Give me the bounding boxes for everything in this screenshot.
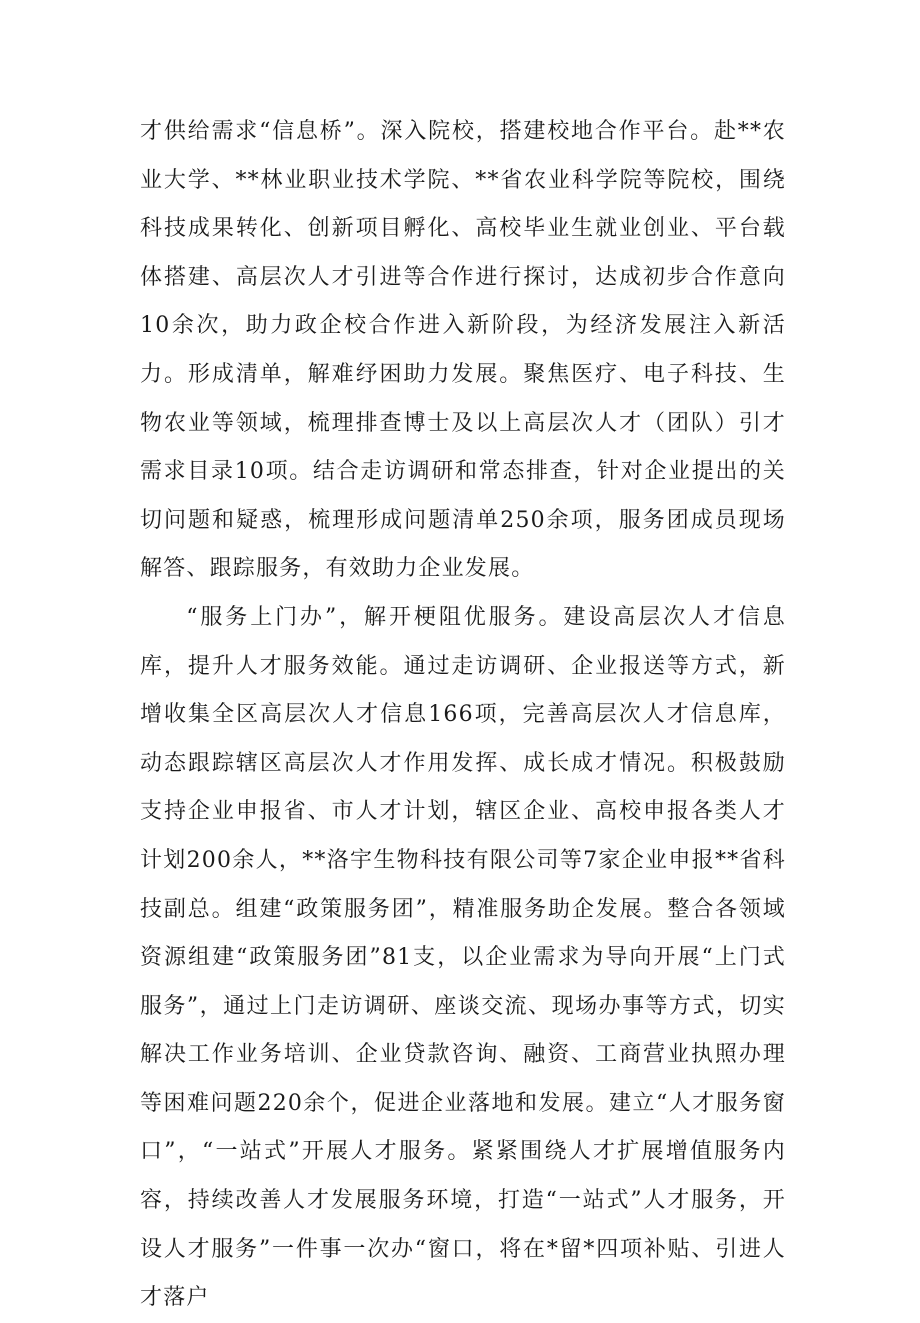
paragraph-2: “服务上门办”，解开梗阻优服务。建设高层次人才信息库，提升人才服务效能。通过走访调研、企业报送等方式，新增收集全区高层次人才信息166项，完善高层次人才信息库，动态跟踪辖区高层次人才作用发挥、成长成才情况。积极鼓励支持企业申报省、市人才计划，辖区企业、高校申报各类人才计划200余人，**洛宇生物科技有限公司等7家企业申报**省科技副总。组建“政策服务团”，精准服务助企发展。整合各领域资源组建“政策服务团”81支，以企业需求为导向开展“上门式服务”，通过上门走访调研、座谈交流、现场办事等方式，切实解决工作业务培训、企业贷款咨询、融资、工商营业执照办理等困难问题220余个，促进企业落地和发展。建立“人才服务窗口”，“一站式”开展人才服务。紧紧围绕人才扩展增值服务内容，持续改善人才发展服务环境，打造“一站式”人才服务，开设人才服务”一件事一次办“窗口，将在*留*四项补贴、引进人才落户 xyxy=(140,604,786,1311)
body-text xyxy=(140,108,786,1323)
paragraph-1: 才供给需求“信息桥”。深入院校，搭建校地合作平台。赴**农业大学、**林业职业技术学院、**省农业科学院等院校，围绕科技成果转化、创新项目孵化、高校毕业生就业创业、平台载体搭建、高层次人才引进等合作进行探讨，达成初步合作意向10余次，助力政企校合作进入新阶段，为经济发展注入新活力。形成清单，解难纾困助力发展。聚焦医疗、电子科技、生物农业等领域，梳理排查博士及以上高层次人才（团队）引才需求目录10项。结合走访调研和常态排查，针对企业提出的关切问题和疑惑，梳理形成问题清单250余项，服务团成员现场解答、跟踪服务，有效助力企业发展。 xyxy=(140,119,786,582)
